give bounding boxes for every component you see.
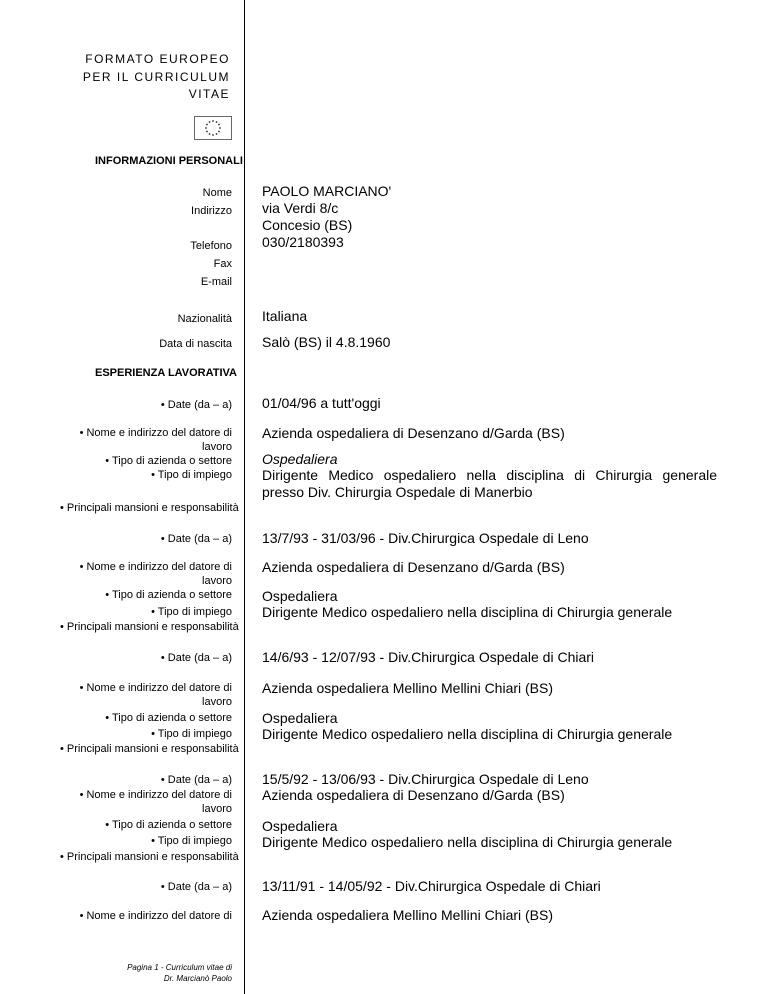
value-indirizzo-line2: Concesio (BS) bbox=[262, 217, 353, 233]
label-sector: • Tipo di azienda o settore bbox=[105, 589, 232, 601]
cv-title-line3: VITAE bbox=[188, 87, 230, 101]
label-job-type: • Tipo di impiego bbox=[151, 835, 232, 847]
exp-4-sector: Ospedaliera bbox=[262, 818, 338, 834]
exp-2-date: 13/7/93 - 31/03/96 - Div.Chirurgica Ospedale di Leno bbox=[262, 530, 589, 546]
exp-1-job: Dirigente Medico ospedaliero nella disciplina di Chirurgia generale presso Div. Chirurgia Ospedale di Manerbio bbox=[262, 467, 717, 500]
label-date: • Date (da – a) bbox=[160, 399, 232, 411]
label-employer: • Nome e indirizzo del datore di bbox=[79, 910, 232, 922]
exp-4-date: 15/5/92 - 13/06/93 - Div.Chirurgica Ospedale di Leno bbox=[262, 771, 589, 787]
value-indirizzo-line1: via Verdi 8/c bbox=[262, 200, 339, 216]
exp-1-date: 01/04/96 a tutt'oggi bbox=[262, 395, 381, 411]
cv-title-line2: PER IL CURRICULUM bbox=[82, 70, 230, 84]
column-divider bbox=[244, 0, 245, 994]
exp-2-employer: Azienda ospedaliera di Desenzano d/Garda (BS) bbox=[262, 559, 565, 575]
value-data-nascita: Salò (BS) il 4.8.1960 bbox=[262, 334, 391, 350]
label-sector: • Tipo di azienda o settore bbox=[105, 712, 232, 724]
exp-2-job: Dirigente Medico ospedaliero nella disciplina di Chirurgia generale bbox=[262, 604, 673, 620]
label-duties: • Principali mansioni e responsabilità bbox=[60, 502, 239, 514]
label-employer: • Nome e indirizzo del datore di bbox=[79, 682, 232, 694]
footer-page-line1: Pagina 1 - Curriculum vitae di bbox=[127, 963, 232, 972]
label-employer-cont: lavoro bbox=[202, 441, 232, 453]
label-employer-cont: lavoro bbox=[202, 575, 232, 587]
cv-title-line1: FORMATO EUROPEO bbox=[85, 52, 230, 66]
label-sector: • Tipo di azienda o settore bbox=[105, 819, 232, 831]
label-fax: Fax bbox=[213, 258, 232, 270]
label-telefono: Telefono bbox=[190, 240, 232, 252]
footer-page-line2: Dr. Marcianò Paolo bbox=[163, 974, 232, 983]
section-heading-experience: ESPERIENZA LAVORATIVA bbox=[95, 367, 237, 379]
exp-2-sector: Ospedaliera bbox=[262, 588, 338, 604]
label-nazionalita: Nazionalità bbox=[177, 313, 232, 325]
label-duties: • Principali mansioni e responsabilità bbox=[60, 851, 239, 863]
value-nome: PAOLO MARCIANO' bbox=[262, 183, 392, 199]
label-employer: • Nome e indirizzo del datore di bbox=[79, 427, 232, 439]
label-job-type: • Tipo di impiego bbox=[151, 606, 232, 618]
label-indirizzo: Indirizzo bbox=[191, 205, 232, 217]
label-date: • Date (da – a) bbox=[160, 881, 232, 893]
exp-5-date: 13/11/91 - 14/05/92 - Div.Chirurgica Ospedale di Chiari bbox=[262, 878, 601, 894]
label-duties: • Principali mansioni e responsabilità bbox=[60, 743, 239, 755]
label-sector: • Tipo di azienda o settore bbox=[105, 455, 232, 467]
label-employer: • Nome e indirizzo del datore di bbox=[79, 561, 232, 573]
exp-1-sector: Ospedaliera bbox=[262, 451, 338, 467]
label-data-nascita: Data di nascita bbox=[159, 338, 232, 350]
label-job-type: • Tipo di impiego bbox=[151, 728, 232, 740]
exp-4-employer: Azienda ospedaliera di Desenzano d/Garda (BS) bbox=[262, 787, 565, 803]
label-employer-cont: lavoro bbox=[202, 696, 232, 708]
label-duties: • Principali mansioni e responsabilità bbox=[60, 621, 239, 633]
label-date: • Date (da – a) bbox=[160, 774, 232, 786]
section-heading-personal: INFORMAZIONI PERSONALI bbox=[95, 155, 243, 167]
label-nome: Nome bbox=[202, 187, 232, 199]
label-date: • Date (da – a) bbox=[160, 652, 232, 664]
value-telefono: 030/2180393 bbox=[262, 234, 344, 250]
exp-4-job: Dirigente Medico ospedaliero nella disciplina di Chirurgia generale bbox=[262, 834, 673, 850]
label-date: • Date (da – a) bbox=[160, 533, 232, 545]
exp-3-sector: Ospedaliera bbox=[262, 710, 338, 726]
label-employer: • Nome e indirizzo del datore di bbox=[79, 789, 232, 801]
exp-3-date: 14/6/93 - 12/07/93 - Div.Chirurgica Ospedale di Chiari bbox=[262, 649, 595, 665]
exp-3-employer: Azienda ospedaliera Mellino Mellini Chiari (BS) bbox=[262, 680, 554, 696]
eu-flag-logo bbox=[194, 116, 232, 140]
label-employer-cont: lavoro bbox=[202, 803, 232, 815]
label-job-type: • Tipo di impiego bbox=[151, 469, 232, 481]
exp-5-employer: Azienda ospedaliera Mellino Mellini Chiari (BS) bbox=[262, 907, 554, 923]
exp-3-job: Dirigente Medico ospedaliero nella disciplina di Chirurgia generale bbox=[262, 726, 673, 742]
exp-1-employer: Azienda ospedaliera di Desenzano d/Garda (BS) bbox=[262, 425, 565, 441]
value-nazionalita: Italiana bbox=[262, 308, 308, 324]
label-email: E-mail bbox=[200, 276, 232, 288]
